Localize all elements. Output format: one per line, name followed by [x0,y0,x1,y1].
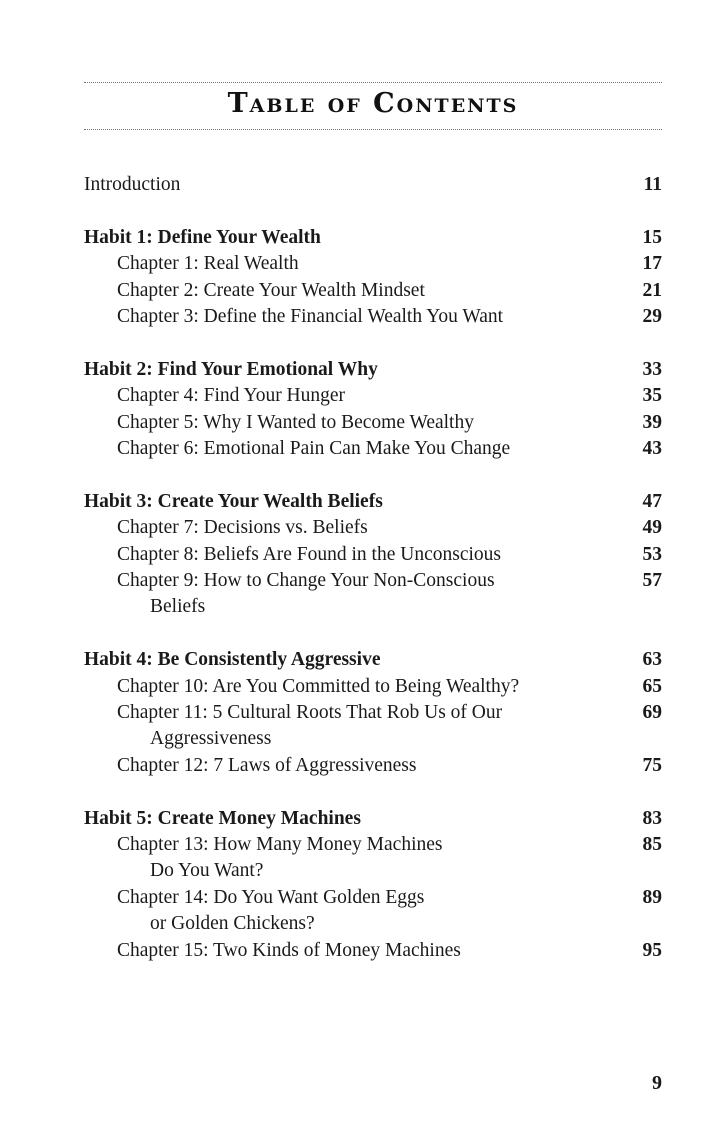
toc-entry-chapter [84,753,662,779]
toc-entry-label: Introduction [84,174,181,195]
toc-chapter-title: Chapter 11: 5 Cultural Roots That Rob Us of Our [117,702,503,724]
toc-entry-chapter [84,542,662,568]
toc-chapter-label [84,938,634,964]
toc-chapter-page: 35 [642,385,662,407]
toc-chapter-title: Chapter 12: 7 Laws of Aggressiveness [117,754,417,776]
toc-chapter-label [84,383,634,409]
toc-chapter-page: 29 [642,306,662,328]
toc-entry-chapter [84,436,662,462]
toc-entry-habit [84,489,662,515]
toc-habit-label: Habit 1: Define Your Wealth [84,226,321,248]
page-number: 9 [652,1072,662,1094]
toc-chapter-label [84,568,634,621]
toc-entry-chapter [84,383,662,409]
toc-chapter-title: Chapter 7: Decisions vs. Beliefs [117,517,368,539]
toc-chapter-title: Chapter 14: Do You Want Golden Eggs [117,886,425,908]
toc-chapter-page: 43 [642,438,662,460]
toc-chapter-label [84,278,634,304]
toc-entry-chapter [84,515,662,541]
toc-chapter-page: 95 [642,939,662,961]
toc-entry-chapter [84,700,662,753]
toc-chapter-page: 39 [642,411,662,433]
toc-habit-label: Habit 2: Find Your Emotional Why [84,358,378,380]
title-rule-top [84,82,662,83]
toc-chapter-label [84,436,634,462]
toc-chapter-title: Chapter 9: How to Change Your Non-Conscious [117,570,495,592]
toc-entry-habit [84,806,662,832]
toc-entry-habit [84,647,662,673]
toc-chapter-label [84,832,634,885]
toc-habit-label: Habit 5: Create Money Machines [84,807,361,829]
toc-chapter-page: 85 [642,834,662,856]
toc-group-habit-2 [84,357,662,463]
toc-entry-chapter [84,568,662,621]
toc-entry-chapter [84,885,662,938]
toc-chapter-title: Chapter 6: Emotional Pain Can Make You Change [117,438,511,460]
toc-entry-chapter [84,938,662,964]
toc-chapter-page: 57 [642,570,662,592]
toc-entry-habit [84,225,662,251]
toc-chapter-title-continued: Aggressiveness [150,728,272,750]
toc-habit-page: 63 [642,649,662,671]
toc-chapter-page: 49 [642,517,662,539]
toc-chapter-label [84,304,634,330]
toc-chapter-title: Chapter 4: Find Your Hunger [117,385,346,407]
toc-chapter-title: Chapter 5: Why I Wanted to Become Wealthy [117,411,474,433]
toc-chapter-title-continued: or Golden Chickens? [150,913,315,935]
toc-chapter-title: Chapter 13: How Many Money Machines [117,834,443,856]
toc-chapter-title-continued: Do You Want? [150,860,264,882]
toc-chapter-page: 17 [642,253,662,275]
toc-chapter-page: 69 [642,702,662,724]
toc-entry-chapter [84,832,662,885]
page-title: Table of Contents [227,88,519,119]
toc-entry-page: 11 [643,174,662,195]
toc-group-habit-5 [84,806,662,964]
toc-chapter-label [84,700,634,753]
toc-chapter-page: 65 [642,675,662,697]
toc-entry-chapter [84,251,662,277]
toc-chapter-title-continued: Beliefs [150,596,206,618]
toc-habit-page: 33 [642,358,662,380]
toc-group-habit-4 [84,647,662,779]
toc-chapter-label [84,515,634,541]
habits-container [84,225,662,964]
toc-entry-introduction [84,172,662,198]
toc-chapter-page: 89 [642,886,662,908]
toc-habit-page: 15 [642,226,662,248]
toc-chapter-label [84,251,634,277]
toc-entry-chapter [84,410,662,436]
toc-chapter-label [84,753,634,779]
title-rule-bottom [84,129,662,130]
toc-chapter-title: Chapter 15: Two Kinds of Money Machines [117,939,461,961]
toc-list [84,172,662,991]
toc-chapter-title: Chapter 3: Define the Financial Wealth You Want [117,306,504,328]
toc-entry-chapter [84,278,662,304]
toc-habit-page: 47 [642,490,662,512]
toc-chapter-title: Chapter 2: Create Your Wealth Mindset [117,279,425,301]
toc-chapter-title: Chapter 10: Are You Committed to Being Wealthy? [117,675,520,697]
toc-chapter-page: 53 [642,543,662,565]
toc-chapter-label [84,885,634,938]
toc-chapter-label [84,410,634,436]
toc-entry-chapter [84,304,662,330]
toc-chapter-page: 21 [642,279,662,301]
toc-chapter-label [84,542,634,568]
toc-habit-label: Habit 4: Be Consistently Aggressive [84,649,381,671]
toc-group-habit-1 [84,225,662,331]
toc-entry-chapter [84,674,662,700]
toc-chapter-page: 75 [642,754,662,776]
toc-chapter-title: Chapter 8: Beliefs Are Found in the Unconscious [117,543,501,565]
toc-chapter-title: Chapter 1: Real Wealth [117,253,299,275]
toc-group-intro [84,172,662,198]
toc-entry-habit [84,357,662,383]
toc-habit-page: 83 [642,807,662,829]
toc-group-habit-3 [84,489,662,621]
toc-chapter-label [84,674,634,700]
toc-habit-label: Habit 3: Create Your Wealth Beliefs [84,490,383,512]
